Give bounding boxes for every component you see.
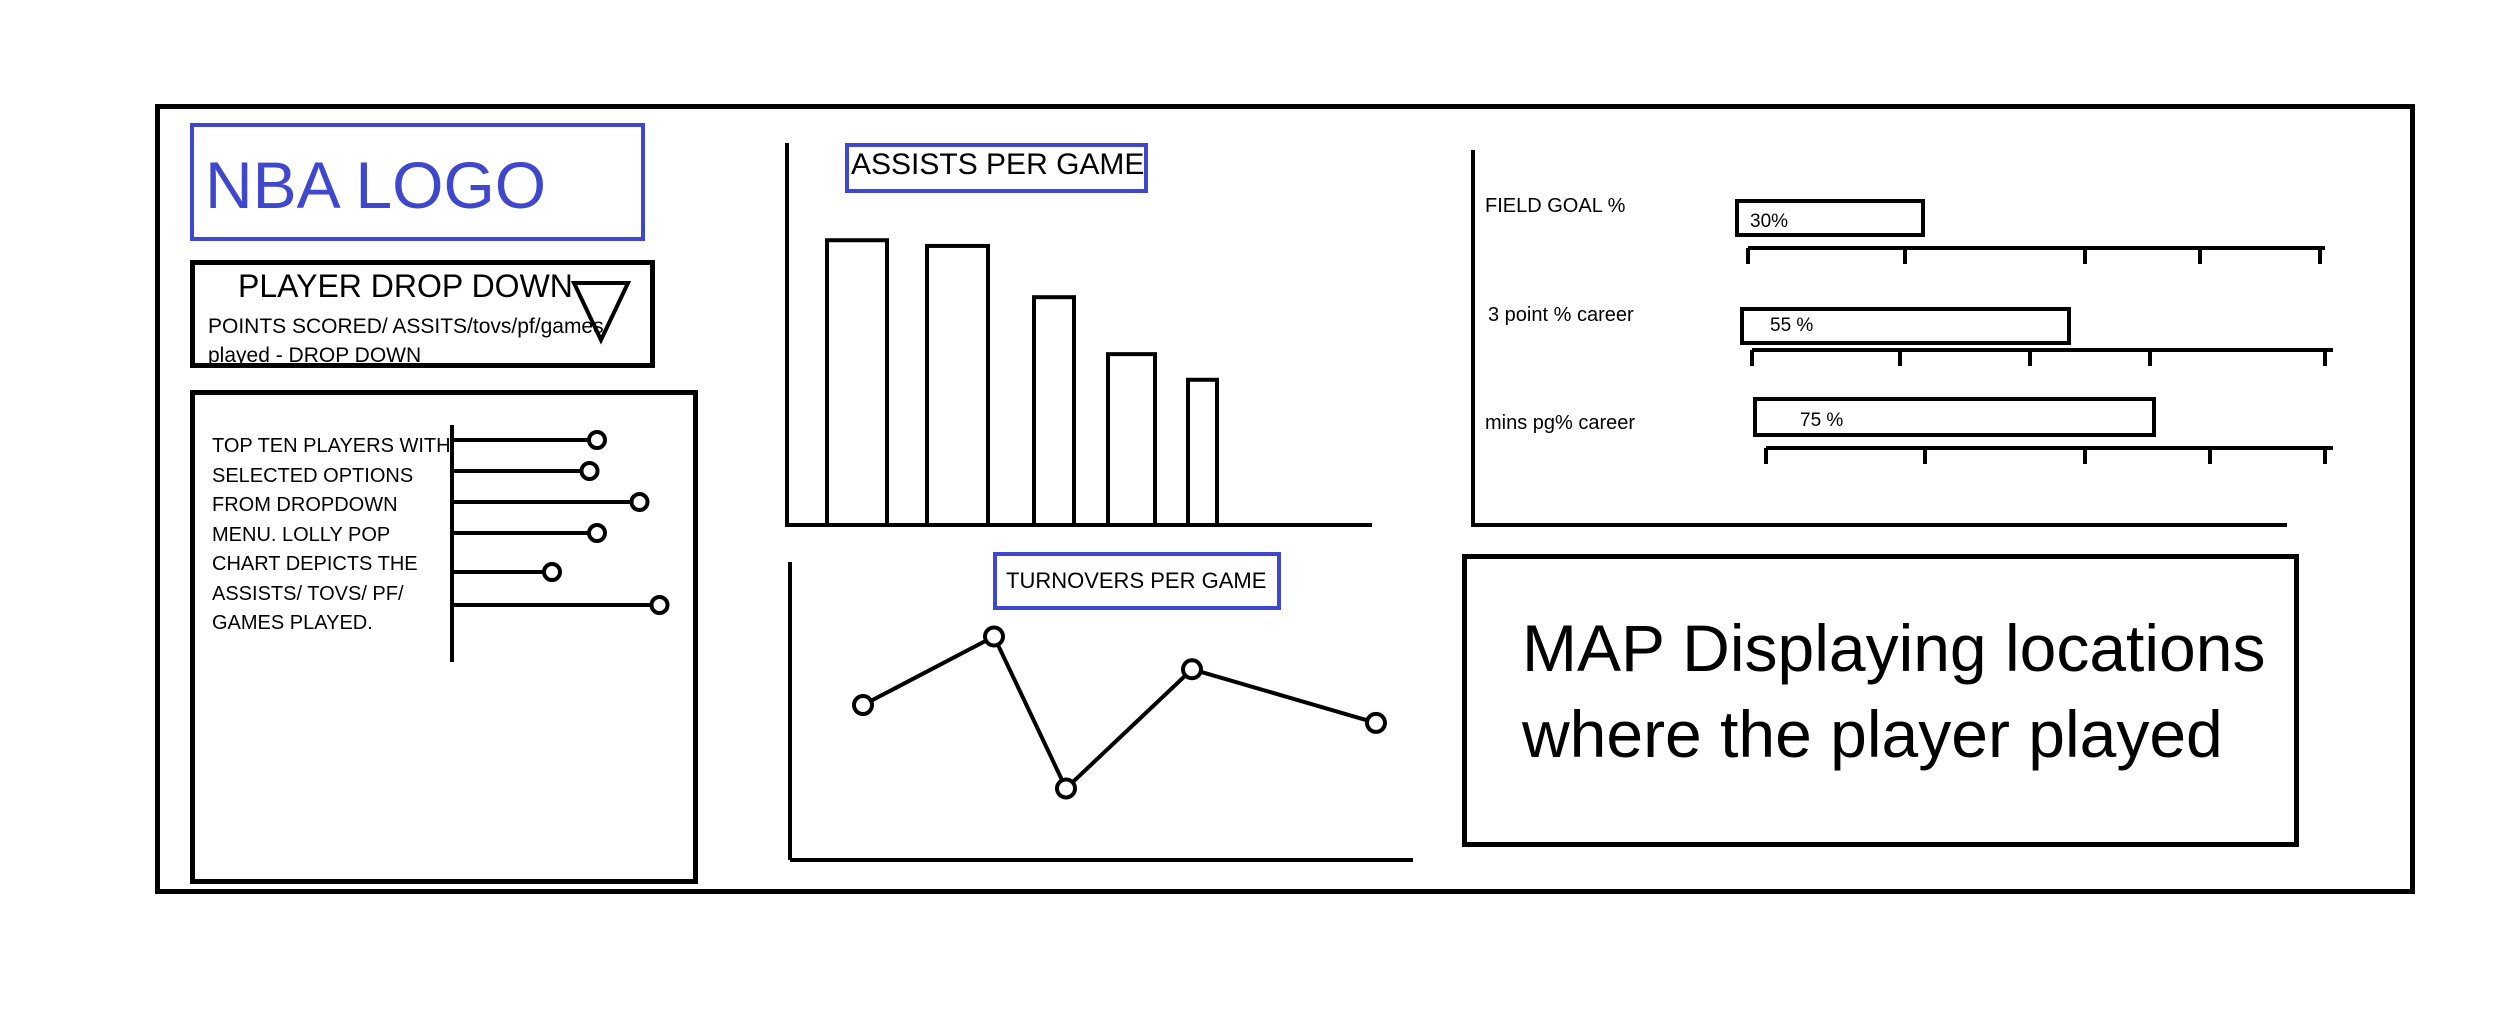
nba-logo: NBA LOGO: [205, 148, 547, 222]
lollipop-head: [582, 463, 598, 479]
lollipop-chart: [452, 425, 668, 662]
assists-bar: [1108, 354, 1155, 525]
turnovers-point: [1183, 660, 1201, 678]
field-goal-value: 30%: [1750, 211, 1789, 232]
top-players-description: TOP TEN PLAYERS WITH SELECTED OPTIONS FROM DROPDOWN MENU. LOLLY POP CHART DEPICTS THE ASSISTS/ TOVS/ PF/ GAMES PLAYED.: [212, 435, 451, 634]
assists-bar: [827, 240, 887, 525]
stat-dropdown-label[interactable]: POINTS SCORED/ ASSITS/tovs/pf/games played - DROP DOWN: [208, 315, 604, 367]
minutes-value: 75 %: [1800, 410, 1844, 431]
turnovers-series-line: [863, 637, 1376, 789]
turnovers-point: [854, 696, 872, 714]
three-point-label: 3 point % career: [1488, 304, 1634, 326]
minutes-label: mins pg% career: [1485, 412, 1636, 434]
turnovers-point: [1367, 714, 1385, 732]
triangle-down-icon[interactable]: [574, 283, 628, 340]
turnovers-chart-title: TURNOVERS PER GAME: [1006, 568, 1267, 593]
assists-chart-title: ASSISTS PER GAME: [851, 148, 1145, 181]
assists-bar: [1188, 380, 1217, 525]
assists-bar: [927, 246, 988, 525]
lollipop-head: [589, 525, 605, 541]
lollipop-head: [544, 564, 560, 580]
field-goal-label: FIELD GOAL %: [1485, 195, 1626, 217]
percentage-scales: [1748, 248, 2333, 464]
lollipop-head: [652, 597, 668, 613]
lollipop-head: [589, 432, 605, 448]
assists-bars: [827, 240, 1217, 525]
map-placeholder-text: MAP Displaying locations where the player played: [1522, 611, 2266, 771]
turnovers-line: [854, 628, 1385, 798]
three-point-value: 55 %: [1770, 315, 1814, 336]
lollipop-head: [632, 494, 648, 510]
turnovers-point: [985, 628, 1003, 646]
turnovers-point: [1057, 779, 1075, 797]
assists-bar: [1034, 297, 1074, 525]
player-dropdown-label: PLAYER DROP DOWN: [238, 268, 573, 304]
